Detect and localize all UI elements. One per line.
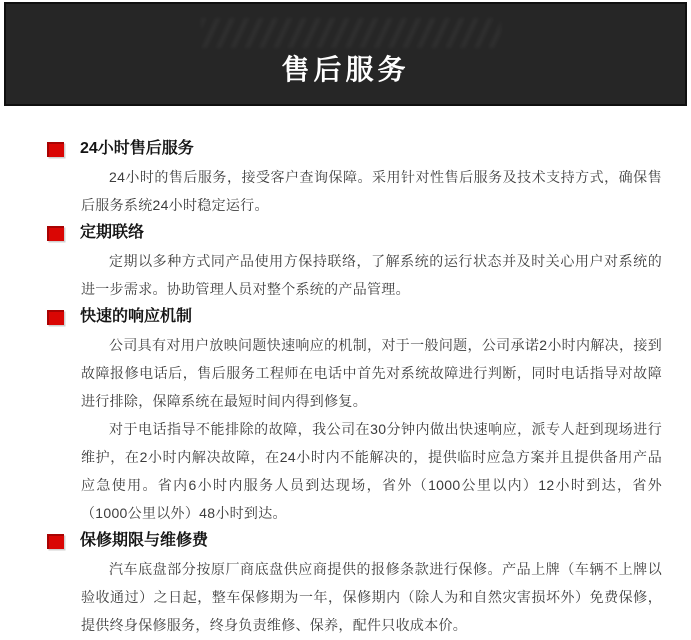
- red-square-bullet-icon: [47, 534, 64, 549]
- section-paragraph: 对于电话指导不能排除的故障，我公司在30分钟内做出快速响应，派专人赶到现场进行维护，在2小时内解决故障，在24小时内不能解决的，提供临时应急方案并且提供备用产品应急使用。省内6小时内服务人员到达现场，省外（1000公里以内）12小时到达，省外（1000公里以外）48小时到达。: [81, 421, 662, 521]
- page-title: 售后服务: [281, 54, 410, 85]
- section-heading: 快速的响应机制: [80, 308, 193, 325]
- section-paragraph: 公司具有对用户放映问题快速响应的机制，对于一般问题，公司承诺2小时内解决，接到故障报修电话后，售后服务工程师在电话中首先对系统故障进行判断，同时电话指导对故障进行排除，保障系统在最短时间内得到修复。: [81, 337, 662, 409]
- section-paragraph: 24小时的售后服务，接受客户查询保障。采用针对性售后服务及技术支持方式，确保售后服务系统24小时稳定运行。: [81, 169, 662, 213]
- section-heading: 定期联络: [80, 224, 145, 241]
- section-heading-row: [47, 527, 662, 555]
- header-banner: [4, 2, 687, 106]
- section-warranty-period: [47, 527, 662, 639]
- section-paragraph: 汽车底盘部分按原厂商底盘供应商提供的报修条款进行保修。产品上牌（车辆不上牌以验收通过）之日起，整车保修期为一年，保修期内（除人为和自然灾害损坏外）免费保修，提供终身保修服务，终身负责维修、保养，配件只收成本价。: [81, 561, 662, 633]
- section-heading: 保修期限与维修费: [80, 532, 209, 549]
- red-square-bullet-icon: [47, 226, 64, 241]
- section-heading-row: [47, 135, 662, 163]
- section-heading-row: [47, 303, 662, 331]
- watermark-smudge: [201, 18, 501, 48]
- section-heading-row: [47, 219, 662, 247]
- section-paragraph: 定期以多种方式同产品使用方保持联络，了解系统的运行状态并及时关心用户对系统的进一步需求。协助管理人员对整个系统的产品管理。: [81, 253, 662, 297]
- section-heading: 24小时售后服务: [80, 140, 194, 157]
- red-square-bullet-icon: [47, 142, 64, 157]
- section-24h-service: [47, 135, 662, 219]
- red-square-bullet-icon: [47, 310, 64, 325]
- section-regular-contact: [47, 219, 662, 303]
- content-area: [0, 106, 691, 639]
- section-rapid-response: [47, 303, 662, 527]
